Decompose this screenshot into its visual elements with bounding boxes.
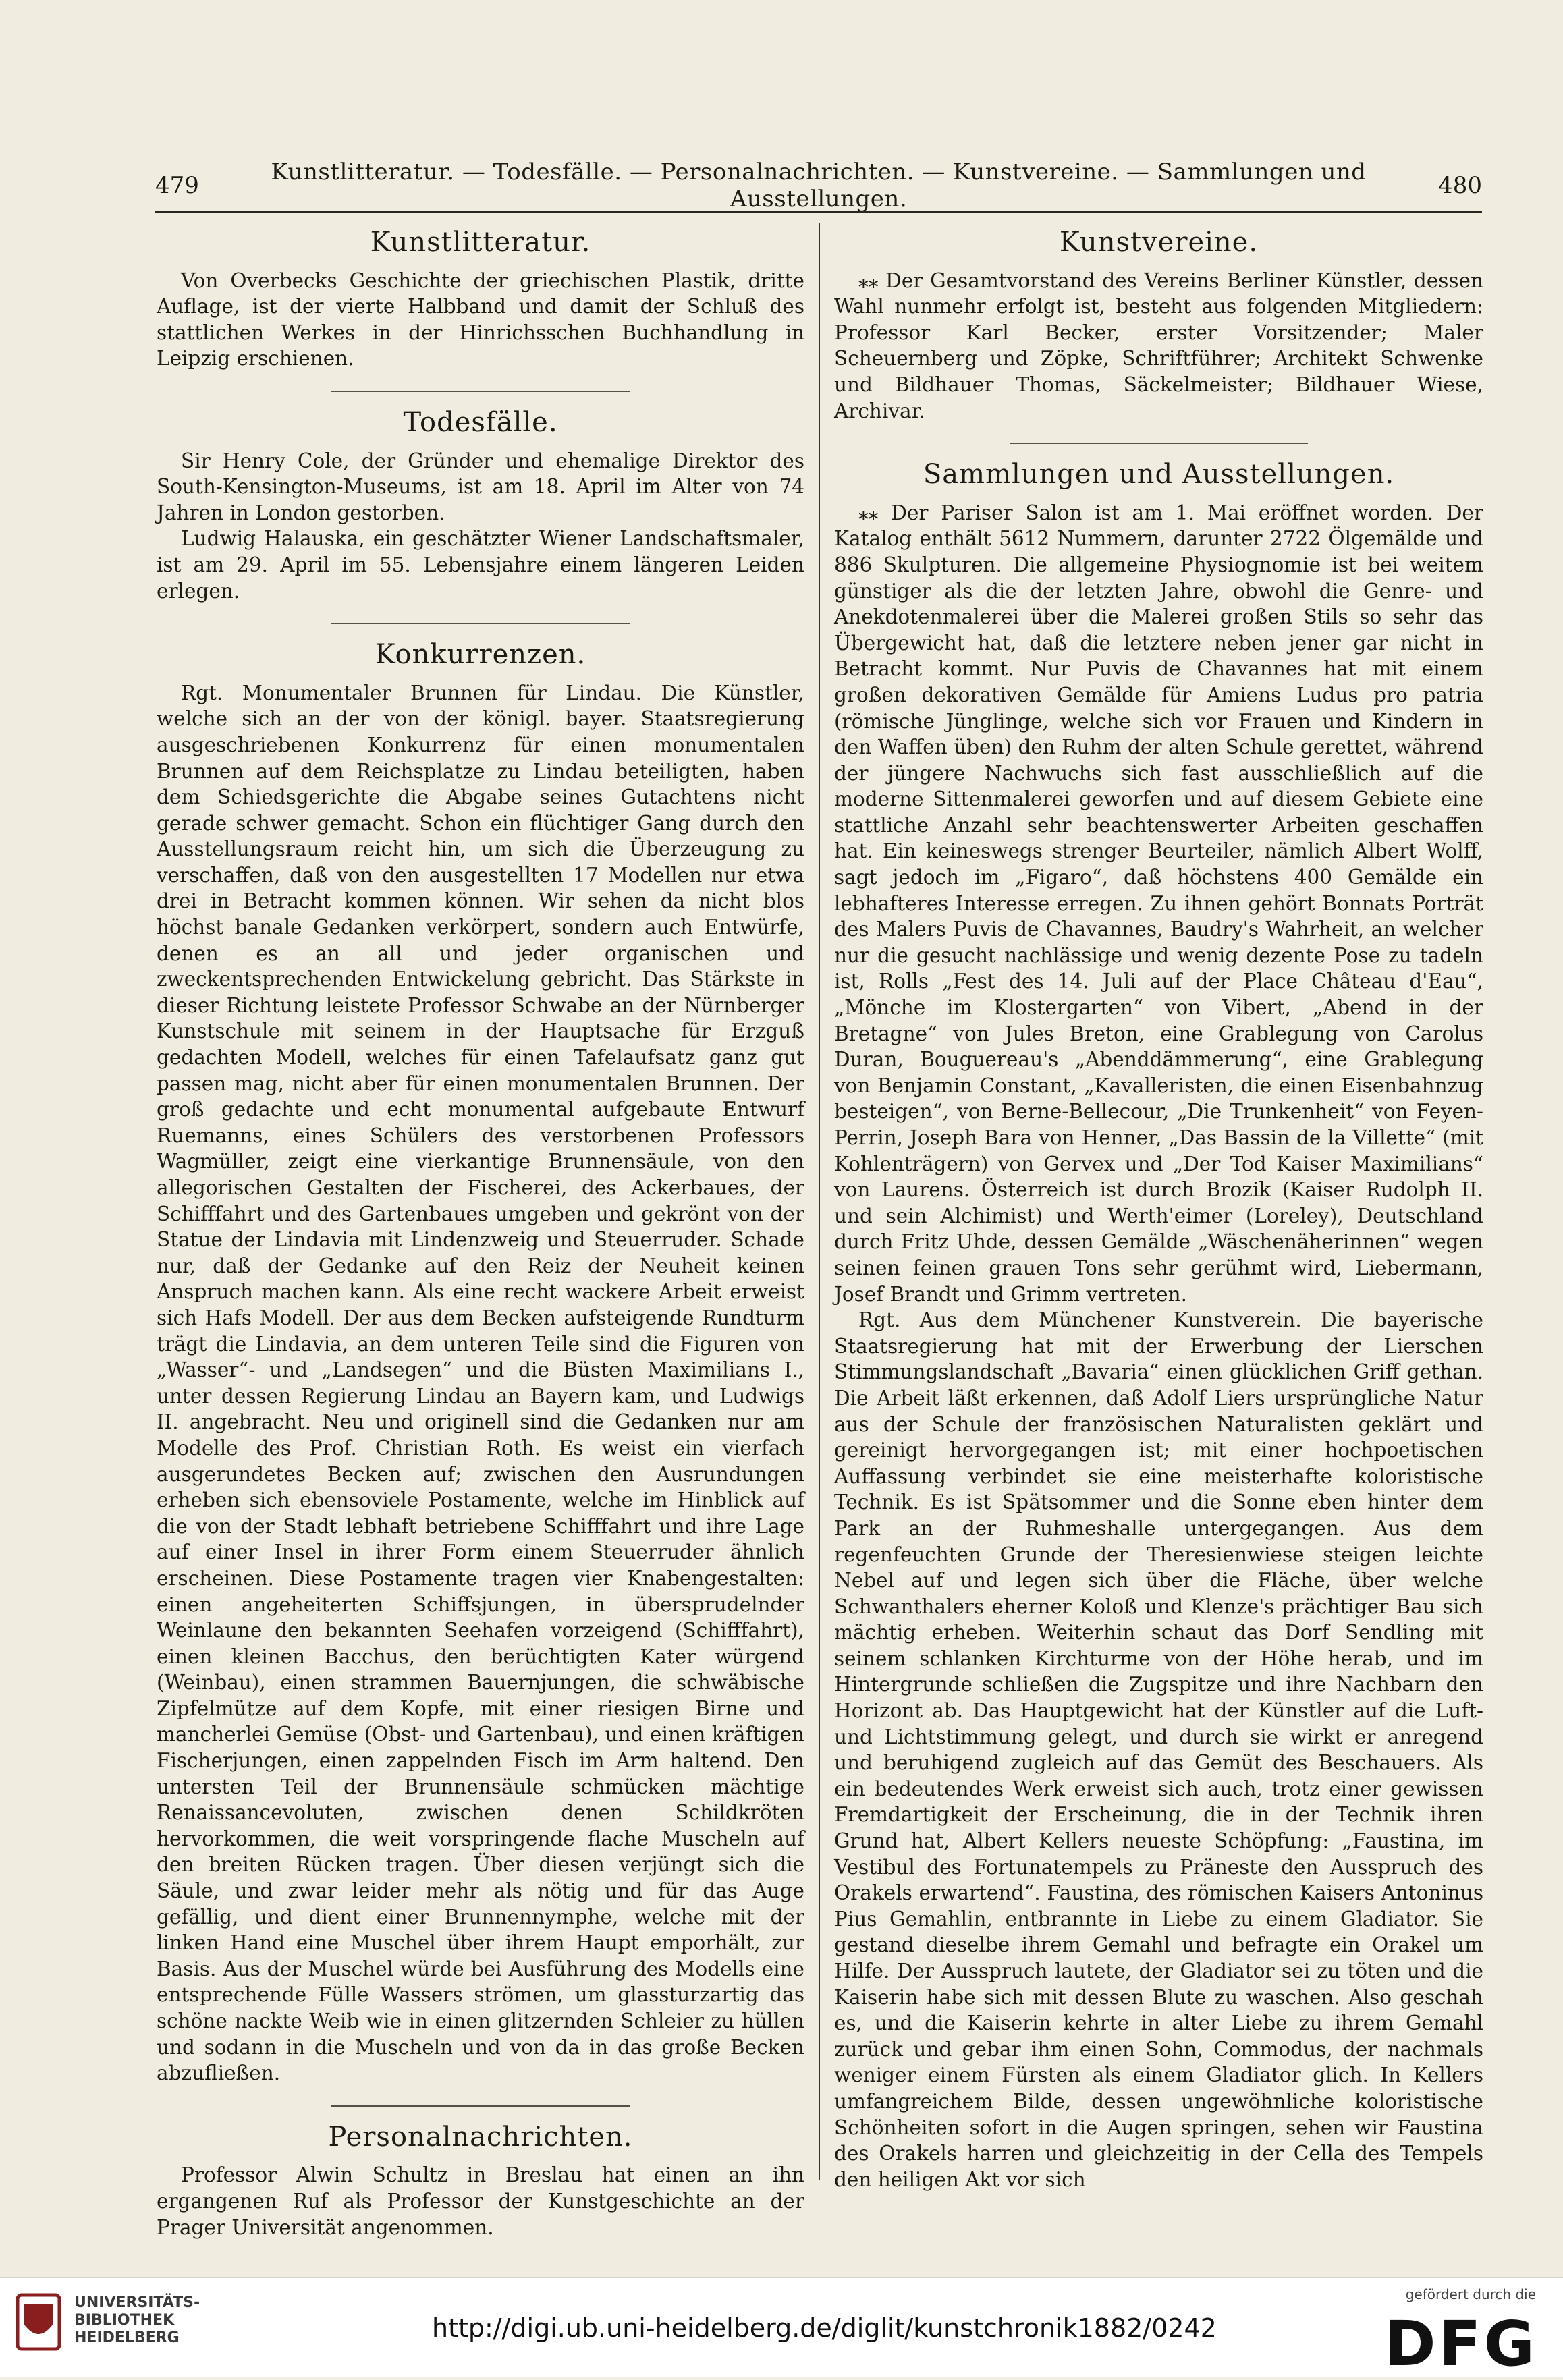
paragraph-todesfall-cole: Sir Henry Cole, der Gründer und ehemalige Direktor des South-Kensington-Museums, ist am 18. April im Alter von 74 Jahren in London gestorben. (157, 449, 804, 524)
library-name-line1: UNIVERSITÄTS- (74, 2294, 200, 2311)
heading-personalnachrichten: Personalnachrichten. (328, 2121, 633, 2153)
running-head-title: Kunstlitteratur. — Todesfälle. — Personalnachrichten. — Kunstvereine. — Sammlungen und Ausstellungen. (271, 159, 1367, 213)
library-name (74, 2294, 200, 2347)
right-column (834, 223, 1483, 2192)
left-column (157, 223, 804, 2240)
dfg-logo: DFG (1384, 2308, 1537, 2380)
library-name-line2: BIBLIOTHEK (74, 2312, 175, 2329)
library-name-line3: HEIDELBERG (74, 2329, 180, 2346)
column-divider (819, 223, 820, 2180)
running-head (155, 159, 1482, 213)
paragraph-muenchener-kunstverein: Rgt. Aus dem Münchener Kunstverein. Die bayerische Staatsregierung hat mit der Erwerbung der Lierschen Stimmungslandschaft „Bavaria“ einen glücklichen Griff gethan. Die Arbeit läßt erkennen, daß Adolf Liers ursprüngliche Natur aus der Schule der französischen Naturalisten geklärt und gereinigt hervorgegangen ist; mit einer hochpoetischen Auffassung verbindet sie eine meisterhafte koloristische Technik. Es ist Spätsommer und die Sonne eben hinter dem Park an der Ruhmeshalle untergegangen. Aus dem regenfeuchten Grunde der Theresienwiese steigen leichte Nebel auf und legen sich über die Fläche, über welche Schwanthalers eherner Koloß und Klenze's prächtiger Bau sich mächtig erheben. Weiterhin schaut das Dorf Sendling mit seinem schlanken Kirchturme von der Höhe herab, und im Hintergrunde schließen die Zugspitze und ihre Nachbarn den Horizont ab. Das Hauptgewicht hat der Künstler auf die Luft- und Lichtstimmung gelegt, und durch sie wirkt er anregend und beruhigend zugleich auf das Gemüt des Beschauers. Als ein bedeutendes Werk erweist sich auch, trotz einer gewissen Fremdartigkeit der Erscheinung, die in der Technik ihren Grund hat, Albert Kellers neueste Schöpfung: „Faustina, im Vestibul des Fortunatempels zu Präneste den Ausspruch des Orakels erwartend“. Faustina, des römischen Kaisers Antoninus Pius Gemahlin, entbrannte in Liebe zu einem Gladiator. Sie gestand dieselbe ihrem Gemahl und befragte ein Orakel um Hilfe. Der Ausspruch lautete, der Gladiator sei zu töten und die Kaiserin habe sich mit dessen Blute zu waschen. Also geschah es, und die Kaiserin kehrte in alter Liebe zu ihrem Gemahl zurück und gebar ihm einen Sohn, Commodus, der nachmals weniger einem Fürsten als einem Gladiator glich. In Kellers umfangreichem Bilde, dessen ungewöhnliche koloristische Schönheiten sofort in die Augen springen, sehen wir Faustina des Orakels harren und gleichzeitig in der Cella des Tempels den heiligen Akt vor sich (834, 1308, 1483, 2191)
paragraph-pariser-salon: ⁎⁎ Der Pariser Salon ist am 1. Mai eröffnet worden. Der Katalog enthält 5612 Nummern, darunter 2722 Ölgemälde und 886 Skulpturen. Die allgemeine Physiognomie ist bei weitem günstiger als die der letzten Jahre, obwohl die Genre- und Anekdotenmalerei über die Malerei großen Stils so sehr das Übergewicht hat, daß die letztere neben jener gar nicht in Betracht kommt. Nur Puvis de Chavannes hat mit einem großen dekorativen Gemälde für Amiens Ludus pro patria (römische Jünglinge, welche sich vor Frauen und Kindern in den Waffen üben) den Ruhm der alten Schule gerettet, während der jüngere Nachwuchs sich fast ausschließlich auf die moderne Sittenmalerei geworfen und auf diesem Gebiete eine stattliche Anzahl sehr beachtenswerter Arbeiten geschaffen hat. Ein keineswegs strenger Beurteiler, nämlich Albert Wolff, sagt jedoch im „Figaro“, daß höchstens 400 Gemälde ein lebhafteres Interesse erregen. Zu ihnen gehört Bonnats Porträt des Malers Puvis de Chavannes, Baudry's Wahrheit, an welcher nur die gesucht nachlässige und wenig dezente Pose zu tadeln ist, Rolls „Fest des 14. Juli auf der Place Château d'Eau“, „Mönche im Klostergarten“ von Vibert, „Abend in der Bretagne“ von Jules Breton, eine Grablegung von Carolus Duran, Bouguereau's „Abenddämmerung“, eine Grablegung von Benjamin Constant, „Kavalleristen, die einen Eisenbahnzug besteigen“, von Berne-Bellecour, „Die Trunkenheit“ von Feyen-Perrin, Joseph Bara von Henner, „Das Bassin de la Villette“ (mit Kohlenträgern) von Gervex und „Der Tod Kaiser Maximilians“ von Laurens. Österreich ist durch Brozik (Kaiser Rudolph II. und sein Alchimist) und Werth'eimer (Loreley), Deutschland durch Fritz Uhde, dessen Gemälde „Wäschenäherinnen“ wegen seinen feinen grauen Tons sehr gerühmt wird, Liebermann, Josef Brandt und Grimm vertreten. (834, 501, 1483, 1306)
page-number-left: 479 (155, 172, 199, 199)
paragraph-todesfall-halauska: Ludwig Halauska, ein geschätzter Wiener Landschaftsmaler, ist am 29. April im 55. Lebensjahre einem längeren Leiden erlegen. (157, 527, 804, 603)
page-number-right: 480 (1438, 172, 1482, 199)
header-rule (155, 211, 1482, 213)
funded-by-label: gefördert durch die (1405, 2286, 1536, 2302)
paragraph-kunstvereine: ⁎⁎ Der Gesamtvorstand des Vereins Berliner Künstler, dessen Wahl nunmehr erfolgt ist, besteht aus folgenden Mitgliedern: Professor Karl Becker, erster Vorsitzender; Maler Scheuernberg und Zöpke, Schriftführer; Architekt Schwenke und Bildhauer Thomas, Säckelmeister; Bildhauer Wiese, Archivar. (834, 269, 1483, 422)
section-separator (1010, 443, 1309, 444)
paragraph-brunnen-lindau: Rgt. Monumentaler Brunnen für Lindau. Die Künstler, welche sich an der von der königl. bayer. Staatsregierung ausgeschriebenen Konkurrenz für einen monumentalen Brunnen auf dem Reichsplatze zu Lindau beteiligten, haben dem Schiedsgerichte die Abgabe seines Gutachtens nicht gerade schwer gemacht. Schon ein flüchtiger Gang durch den Ausstellungsraum reicht hin, um sich die Überzeugung zu verschaffen, daß von den ausgestellten 17 Modellen nur etwa drei in Betracht kommen können. Wir sehen da nicht blos höchst banale Gedanken verkörpert, sondern auch Entwürfe, denen es an all und jeder organischen und zweckentsprechenden Entwickelung gebricht. Das Stärkste in dieser Richtung leistete Professor Schwabe an der Nürnberger Kunstschule mit seinem in der Hauptsache für Erzguß gedachten Modell, welches für einen Tafelaufsatz ganz gut passen mag, nicht aber für einen monumentalen Brunnen. Der groß gedachte und echt monumental aufgebaute Entwurf Ruemanns, eines Schülers des verstorbenen Professors Wagmüller, zeigt eine vierkantige Brunnensäule, von den allegorischen Gestalten der Fischerei, des Ackerbaues, der Schifffahrt und des Gartenbaues umgeben und gekrönt von der Statue der Lindavia mit Lindenzweig und Steuerruder. Schade nur, daß der Gedanke auf den Reiz der Neuheit keinen Anspruch machen kann. Als eine recht wackere Arbeit erweist sich Hafs Modell. Der aus dem Becken aufsteigende Rundturm trägt die Lindavia, an dem unteren Teile sind die Figuren von „Wasser“- und „Landsegen“ und die Büsten Maximilians I., unter dessen Regierung Lindau an Bayern kam, und Ludwigs II. angebracht. Neu und originell sind die Gedanken nur am Modelle des Prof. Christian Roth. Es weist ein vierfach ausgerundetes Becken auf; zwischen den Ausrundungen erheben sich ebensoviele Postamente, welche im Hinblick auf die von der Stadt lebhaft betriebene Schifffahrt und ihre Lage auf einer Insel in ihrer Form einem Steuerruder ähnlich erscheinen. Diese Postamente tragen vier Knabengestalten: einen angeheiterten Schiffsjungen, in übersprudelnder Weinlaune den bekannten Seehafen vorzeigend (Schifffahrt), einen kleinen Bacchus, den berüchtigten Kater würgend (Weinbau), einen strammen Bauernjungen, die schwäbische Zipfelmütze auf dem Kopfe, mit einer riesigen Birne und mancherlei Gemüse (Obst- und Gartenbau), und einen kräftigen Fischerjungen, einen zappelnden Fisch im Arm haltend. Den untersten Teil der Brunnensäule schmücken mächtige Renaissancevoluten, zwischen denen Schildkröten hervorkommen, die weit vorspringende flache Muscheln auf den breiten Rücken tragen. Über diesen verjüngt sich die Säule, und zwar leider mehr als nötig und für das Auge gefällig, und dient einer Brunnennymphe, welche mit der linken Hand eine Muschel über ihrem Haupt emporhält, zur Basis. Aus der Muschel würde bei Ausführung des Modells eine entsprechende Fülle Wassers strömen, um glassturzartig das schöne nackte Weib wie in einen glitzernden Schleier zu hüllen und sodann in die Muscheln und von da in das große Becken abzufließen. (157, 681, 804, 2085)
permalink-url[interactable]: http://digi.ub.uni-heidelberg.de/diglit/kunstchronik1882/0242 (432, 2313, 1217, 2343)
university-seal-icon (15, 2291, 62, 2353)
heading-kunstvereine: Kunstvereine. (1059, 227, 1259, 258)
heading-konkurrenzen: Konkurrenzen. (375, 639, 586, 671)
section-separator (331, 2105, 630, 2107)
paragraph-personal-schultz: Professor Alwin Schultz in Breslau hat einen an ihn ergangenen Ruf als Professor der Kunstgeschichte an der Prager Universität angenommen. (157, 2163, 804, 2239)
heading-kunstlitteratur: Kunstlitteratur. (370, 227, 591, 258)
heading-sammlungen: Sammlungen und Ausstellungen. (923, 459, 1395, 491)
heading-todesfaelle: Todesfälle. (403, 406, 558, 438)
section-separator (331, 623, 630, 624)
section-separator (331, 391, 630, 392)
paragraph-kunstlitteratur: Von Overbecks Geschichte der griechischen Plastik, dritte Auflage, ist der vierte Halbband und damit der Schluß des stattlichen Werkes in der Hinrichsschen Buchhandlung in Leipzig erschienen. (157, 269, 804, 370)
